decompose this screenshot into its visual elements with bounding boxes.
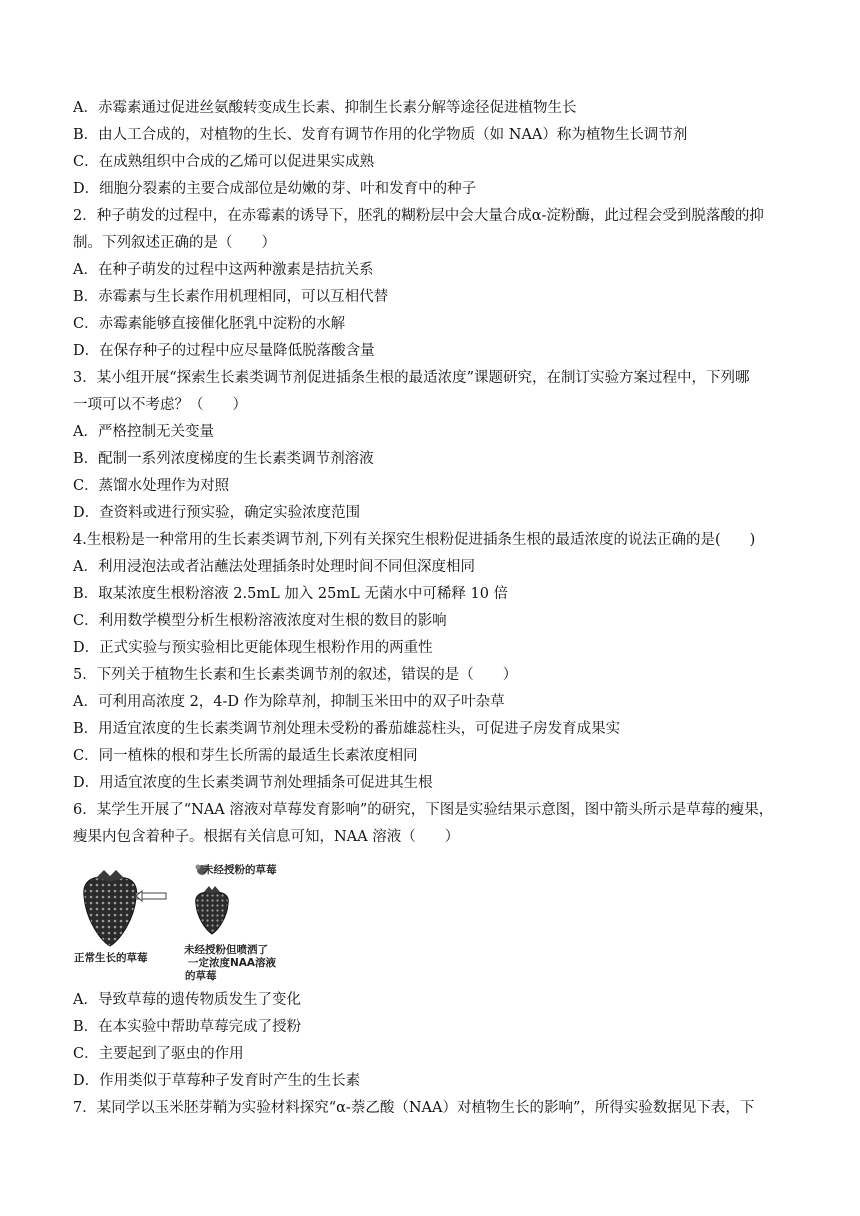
figure-label-treated-2: 一定浓度NAA溶液 <box>188 957 277 969</box>
normal-strawberry-icon <box>84 870 137 946</box>
q2-option-a: A．在种子萌发的过程中这两种激素是拮抗关系 <box>73 262 374 278</box>
arrow-icon <box>136 891 166 901</box>
q6-stem-line-2: 瘦果内包含着种子。根据有关信息可知，NAA 溶液（ ） <box>73 829 460 845</box>
q3-stem-line-1: 3．某小组开展“探索生长素类调节剂促进插条生根的最适浓度”课题研究，在制订实验方案过程中，下列哪 <box>73 370 750 386</box>
q4-option-d: D．正式实验与预实验相比更能体现生根粉作用的两重性 <box>73 640 433 656</box>
q5-option-d: D．用适宜浓度的生长素类调节剂处理插条可促进其生根 <box>73 775 433 791</box>
q2-stem-line-1: 2．种子萌发的过程中，在赤霉素的诱导下，胚乳的糊粉层中会大量合成α-淀粉酶，此过程会受到脱落酸的抑 <box>73 208 764 224</box>
q6-option-a: A．导致草莓的遗传物质发生了变化 <box>73 992 301 1008</box>
figure-label-treated-1: 未经授粉但喷洒了 <box>184 944 268 956</box>
q2-option-c: C．赤霉素能够直接催化胚乳中淀粉的水解 <box>73 316 346 332</box>
q4-option-b: B．取某浓度生根粉溶液 2.5mL 加入 25mL 无菌水中可稀释 10 倍 <box>73 586 509 602</box>
q5-option-b: B．用适宜浓度的生长素类调节剂处理未受粉的番茄雄蕊柱头，可促进子房发育成果实 <box>73 721 621 737</box>
q3-stem-line-2: 一项可以不考虑？（ ） <box>73 397 247 413</box>
figure-label-unpollinated: 未经授粉的草莓 <box>203 864 277 876</box>
strawberry-figure <box>70 858 310 968</box>
q6-option-d: D．作用类似于草莓种子发育时产生的生长素 <box>73 1073 361 1089</box>
q4-stem: 4.生根粉是一种常用的生长素类调节剂,下列有关探究生根粉促进插条生根的最适浓度的说法正确的是( ) <box>73 532 756 548</box>
figure-label-treated-3: 的草莓 <box>185 970 217 982</box>
q1-option-d: D．细胞分裂素的主要合成部位是幼嫩的芽、叶和发育中的种子 <box>73 181 477 197</box>
q4-option-c: C．利用数学模型分析生根粉溶液浓度对生根的数目的影响 <box>73 613 447 629</box>
q3-option-c: C．蒸馏水处理作为对照 <box>73 478 230 494</box>
q3-option-b: B．配制一系列浓度梯度的生长素类调节剂溶液 <box>73 451 374 467</box>
figure-label-normal: 正常生长的草莓 <box>74 952 148 964</box>
q1-option-a: A．赤霉素通过促进丝氨酸转变成生长素、抑制生长素分解等途径促进植物生长 <box>73 100 577 116</box>
q4-option-a: A．利用浸泡法或者沾蘸法处理插条时处理时间不同但深度相同 <box>73 559 475 575</box>
q6-stem-line-1: 6．某学生开展了“NAA 溶液对草莓发育影响”的研究，下图是实验结果示意图，图中箭头所示是草莓的瘦果， <box>73 802 774 818</box>
q6-option-b: B．在本实验中帮助草莓完成了授粉 <box>73 1019 302 1035</box>
q5-option-c: C．同一植株的根和芽生长所需的最适生长素浓度相同 <box>73 748 418 764</box>
q7-stem-line-1: 7．某同学以玉米胚芽鞘为实验材料探究“α-萘乙酸（NAA）对植物生长的影响”，所得实验数据见下表，下 <box>73 1100 755 1116</box>
q1-option-b: B．由人工合成的，对植物的生长、发育有调节作用的化学物质（如 NAA）称为植物生长调节剂 <box>73 127 688 143</box>
q5-stem: 5．下列关于植物生长素和生长素类调节剂的叙述，错误的是（ ） <box>73 667 518 683</box>
treated-strawberry-icon <box>196 886 229 934</box>
q1-option-c: C．在成熟组织中合成的乙烯可以促进果实成熟 <box>73 154 375 170</box>
q2-option-b: B．赤霉素与生长素作用机理相同，可以互相代替 <box>73 289 389 305</box>
q6-option-c: C．主要起到了驱虫的作用 <box>73 1046 244 1062</box>
q2-stem-line-2: 制。下列叙述正确的是（ ） <box>73 235 276 251</box>
q5-option-a: A．可利用高浓度 2，4-D 作为除草剂，抑制玉米田中的双子叶杂草 <box>73 694 505 710</box>
q2-option-d: D．在保存种子的过程中应尽量降低脱落酸含量 <box>73 343 375 359</box>
q3-option-a: A．严格控制无关变量 <box>73 424 214 440</box>
q3-option-d: D．查资料或进行预实验，确定实验浓度范围 <box>73 505 361 521</box>
